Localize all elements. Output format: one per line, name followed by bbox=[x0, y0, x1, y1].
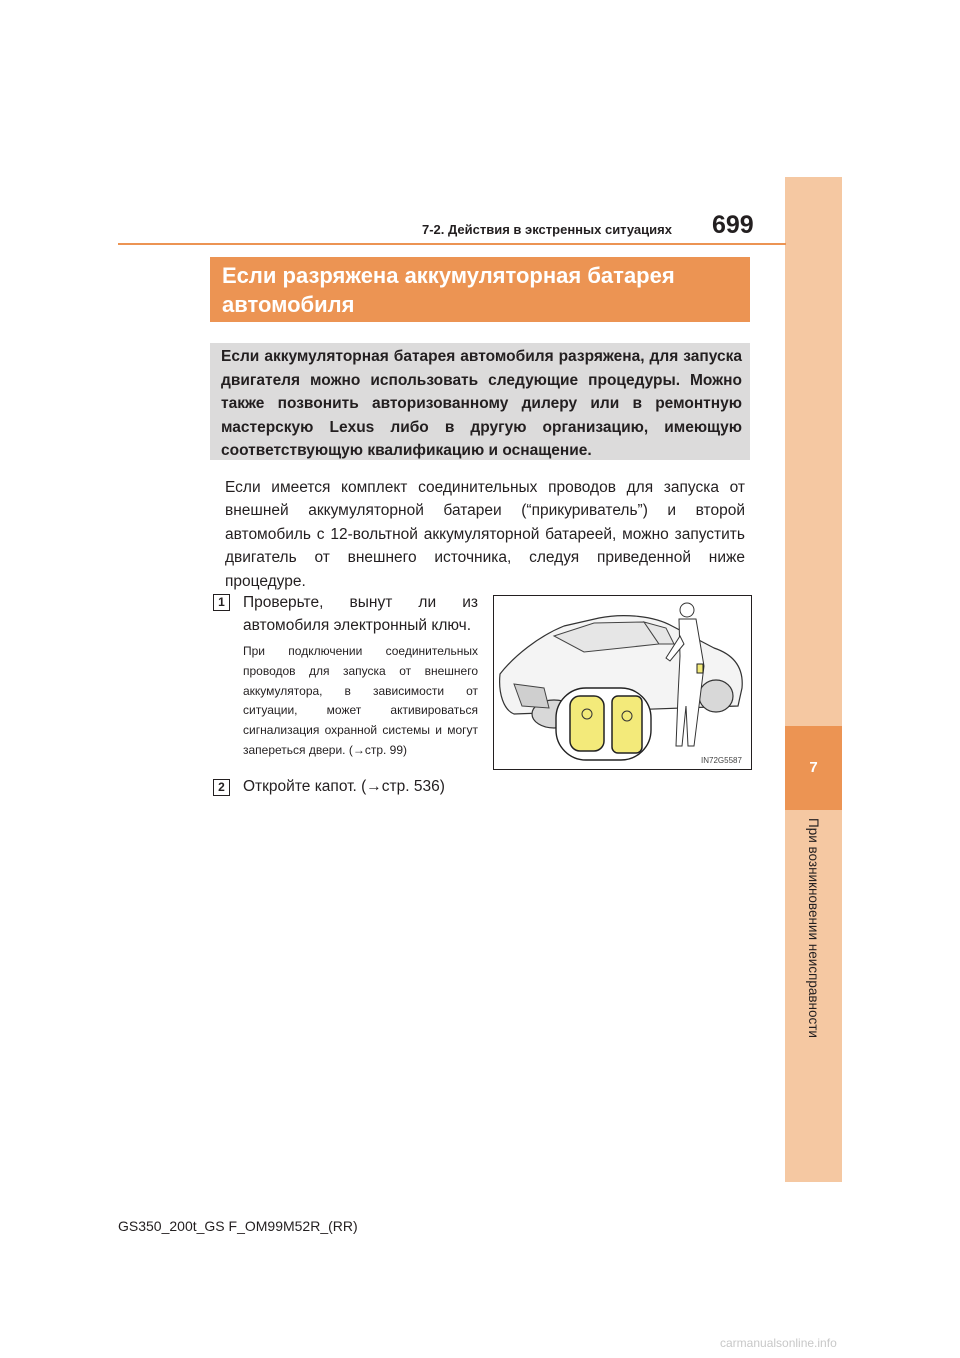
page-title: Если разряжена аккумуляторная батарея автомобиля bbox=[222, 263, 675, 317]
chapter-title-vertical: При возникновении неисправности bbox=[806, 818, 821, 1038]
car-illustration bbox=[494, 596, 751, 769]
step-text: Откройте капот. (→стр. 536) bbox=[243, 778, 445, 795]
step-text: Проверьте, вынут ли из автомобиля электронный ключ. bbox=[243, 594, 478, 634]
figure-code: IN72G5587 bbox=[701, 756, 742, 765]
step-number-badge: 1 bbox=[213, 594, 230, 611]
page-number: 699 bbox=[712, 211, 754, 239]
watermark: carmanualsonline.info bbox=[720, 1336, 837, 1350]
document-footer: GS350_200t_GS F_OM99M52R_(RR) bbox=[118, 1218, 358, 1234]
title-bar bbox=[210, 257, 750, 322]
intro-box bbox=[210, 343, 750, 460]
header-rule bbox=[118, 243, 786, 245]
intro-text: Если аккумуляторная батарея автомобиля разряжена, для запуска двигателя можно использовать следующие процедуры. Можно также позвонить авторизованному дилеру или в ремонтную мастерскую Lexus либо в другую организацию, имеющую соответствующую квалификацию и оснащение. bbox=[221, 348, 742, 460]
chapter-number-tab: 7 bbox=[785, 726, 842, 810]
section-header: 7-2. Действия в экстренных ситуациях bbox=[422, 222, 672, 237]
step-number-badge: 2 bbox=[213, 779, 230, 796]
car-key-figure bbox=[493, 595, 752, 770]
step-note: При подключении соединительных проводов для запуска от внешнего аккумулятора, в зависимости от ситуации, может активироваться сигнализация охранной системы и могут запереться двери. (→стр. 99) bbox=[243, 644, 478, 757]
body-paragraph: Если имеется комплект соединительных проводов для запуска от внешней аккумуляторной батареи (“прикуриватель”) и второй автомобиль с 12-вольтной аккумуляторной батареей, можно запустить двигатель от внешнего источника, следуя приведенной ниже процедуре. bbox=[225, 479, 745, 590]
